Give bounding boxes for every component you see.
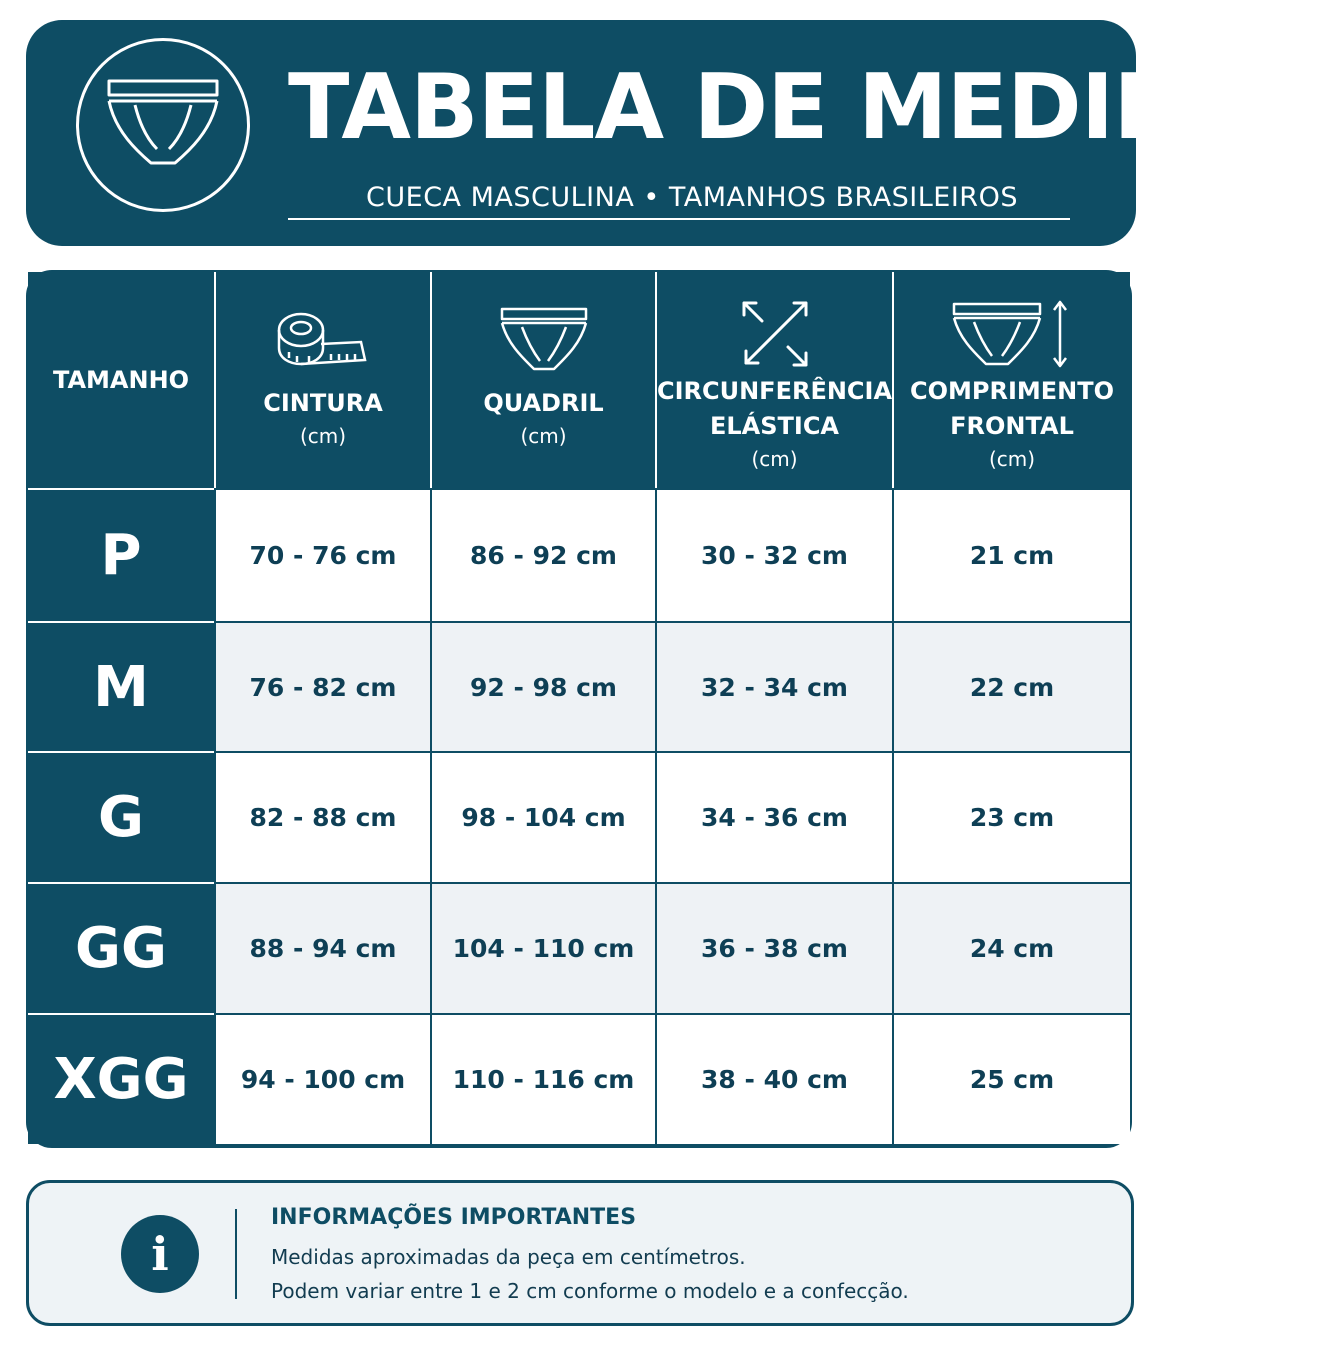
cell-frontal: 21 cm (892, 488, 1130, 621)
header-tamanho (28, 272, 214, 488)
column-label: CINTURA (263, 389, 383, 417)
column-label: TAMANHO (52, 365, 190, 394)
column-unit: (cm) (299, 424, 347, 448)
cell-cintura: 88 - 94 cm (214, 882, 430, 1013)
info-divider (235, 1209, 237, 1299)
header-cintura (214, 272, 430, 488)
column-label-line1: CIRCUNFERÊNCIA (656, 377, 893, 405)
cell-elastica: 32 - 34 cm (655, 621, 892, 751)
column-unit: (cm) (520, 424, 567, 448)
info-title: INFORMAÇÕES IMPORTANTES (271, 1205, 637, 1230)
cell-cintura: 82 - 88 cm (214, 751, 430, 882)
header-elastica (655, 272, 892, 488)
header-banner (26, 20, 1319, 246)
briefs-icon (496, 305, 592, 375)
size-table (26, 270, 1132, 1148)
cell-elastica: 34 - 36 cm (655, 751, 892, 882)
column-label-line2: FRONTAL (950, 412, 1074, 440)
page-subtitle: CUECA MASCULINA • TAMANHOS BRASILEIROS (366, 182, 1018, 213)
expand-arrows-icon (740, 299, 810, 369)
cell-quadril: 86 - 92 cm (430, 488, 655, 621)
column-unit: (cm) (751, 447, 798, 471)
size-label-g: G (28, 751, 214, 882)
cell-elastica: 36 - 38 cm (655, 882, 892, 1013)
cell-frontal: 22 cm (892, 621, 1130, 751)
cell-cintura: 70 - 76 cm (214, 488, 430, 621)
column-label-line2: ELÁSTICA (709, 412, 840, 440)
cell-cintura: 94 - 100 cm (214, 1013, 430, 1144)
measuring-tape-icon (275, 308, 371, 372)
cell-frontal: 24 cm (892, 882, 1130, 1013)
size-label-gg: GG (28, 882, 214, 1013)
cell-elastica: 38 - 40 cm (655, 1013, 892, 1144)
size-label-xgg: XGG (28, 1013, 214, 1144)
cell-quadril: 110 - 116 cm (430, 1013, 655, 1144)
column-unit: (cm) (988, 447, 1036, 471)
info-box (26, 1180, 1134, 1326)
cell-quadril: 98 - 104 cm (430, 751, 655, 882)
logo-badge (76, 38, 250, 212)
cell-cintura: 76 - 82 cm (214, 621, 430, 751)
cell-frontal: 23 cm (892, 751, 1130, 882)
cell-quadril: 92 - 98 cm (430, 621, 655, 751)
cell-quadril: 104 - 110 cm (430, 882, 655, 1013)
briefs-length-icon (950, 298, 1074, 370)
info-icon: i (121, 1215, 199, 1293)
column-label-line1: COMPRIMENTO (909, 377, 1115, 405)
info-line-1: Medidas aproximadas da peça em centímetros. (271, 1245, 746, 1269)
info-line-2: Podem variar entre 1 e 2 cm conforme o modelo e a confecção. (271, 1279, 909, 1303)
size-label-m: M (28, 621, 214, 751)
header-frontal (892, 272, 1130, 488)
briefs-icon (101, 75, 225, 175)
header-divider (288, 218, 1070, 220)
size-label-p: P (28, 488, 214, 621)
column-label: QUADRIL (483, 389, 604, 417)
cell-elastica: 30 - 32 cm (655, 488, 892, 621)
header-quadril (430, 272, 655, 488)
cell-frontal: 25 cm (892, 1013, 1130, 1144)
page-title: TABELA DE MEDIDAS (288, 55, 1319, 160)
